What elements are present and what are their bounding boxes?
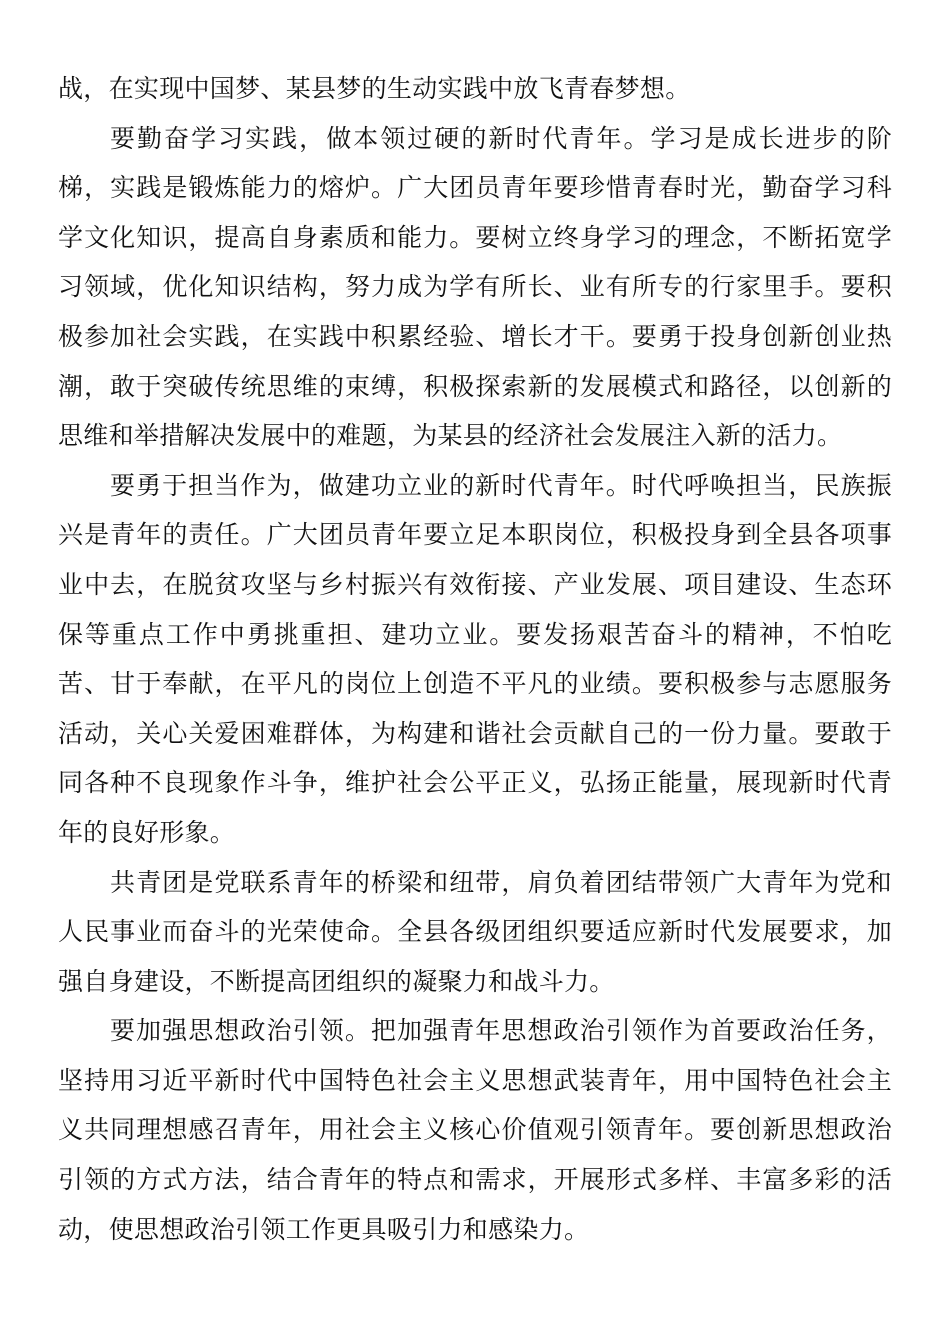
document-page — [58, 64, 892, 1254]
paragraph-continuation: 战，在实现中国梦、某县梦的生动实践中放飞青春梦想。 — [58, 74, 691, 103]
paragraph-ideological-guidance: 要加强思想政治引领。把加强青年思想政治引领作为首要政治任务，坚持用习近平新时代中国特色社会主义思想武装青年，用中国特色社会主义共同理想感召青年，用社会主义核心价值观引领青年。要创新思想政治引领的方式方法，结合青年的特点和需求，开展形式多样、丰富多彩的活动，使思想政治引领工作更具吸引力和感染力。 — [58, 1016, 892, 1244]
paragraph-league-role: 共青团是党联系青年的桥梁和纽带，肩负着团结带领广大青年为党和人民事业而奋斗的光荣使命。全县各级团组织要适应新时代发展要求，加强自身建设，不断提高团组织的凝聚力和战斗力。 — [58, 867, 892, 996]
paragraph-study-practice: 要勤奋学习实践，做本领过硬的新时代青年。学习是成长进步的阶梯，实践是锻炼能力的熔炉。广大团员青年要珍惜青春时光，勤奋学习科学文化知识，提高自身素质和能力。要树立终身学习的理念，不断拓宽学习领域，优化知识结构，努力成为学有所长、业有所专的行家里手。要积极参加社会实践，在实践中积累经验、增长才干。要勇于投身创新创业热潮，敢于突破传统思维的束缚，积极探索新的发展模式和路径，以创新的思维和举措解决发展中的难题，为某县的经济社会发展注入新的活力。 — [58, 123, 892, 451]
paragraph-responsibility: 要勇于担当作为，做建功立业的新时代青年。时代呼唤担当，民族振兴是青年的责任。广大团员青年要立足本职岗位，积极投身到全县各项事业中去，在脱贫攻坚与乡村振兴有效衔接、产业发展、项目建设、生态环保等重点工作中勇挑重担、建功立业。要发扬艰苦奋斗的精神，不怕吃苦、甘于奉献，在平凡的岗位上创造不平凡的业绩。要积极参与志愿服务活动，关心关爱困难群体，为构建和谐社会贡献自己的一份力量。要敢于同各种不良现象作斗争，维护社会公平正义，弘扬正能量，展现新时代青年的良好形象。 — [58, 470, 892, 847]
